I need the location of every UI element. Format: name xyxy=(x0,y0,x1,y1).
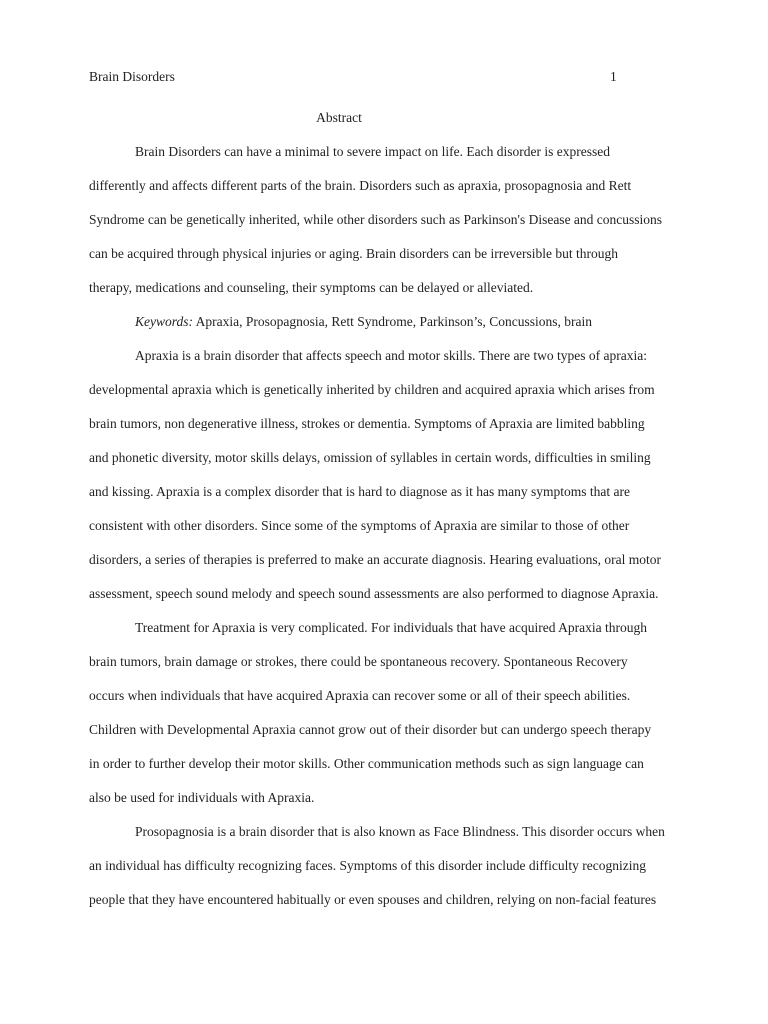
text-line: differently and affects different parts of the brain. Disorders such as apraxia, prosopagnosia and Rett xyxy=(89,178,632,193)
text-line: Children with Developmental Apraxia cannot grow out of their disorder but can undergo speech therapy xyxy=(89,722,652,737)
text-line: can be acquired through physical injuries or aging. Brain disorders can be irreversible but through xyxy=(89,246,618,261)
text-line: also be used for individuals with Apraxia. xyxy=(89,790,315,805)
text-line: Prosopagnosia is a brain disorder that is also known as Face Blindness. This disorder occurs when xyxy=(135,824,665,839)
text-line: an individual has difficulty recognizing faces. Symptoms of this disorder include difficulty recognizing xyxy=(89,858,647,873)
page-number: 1 xyxy=(610,69,617,84)
text-line: Apraxia is a brain disorder that affects speech and motor skills. There are two types of apraxia: xyxy=(135,348,647,363)
text-line: in order to further develop their motor skills. Other communication methods such as sign language can xyxy=(89,756,644,771)
text-line: Brain Disorders can have a minimal to severe impact on life. Each disorder is expressed xyxy=(135,144,610,159)
abstract-title: Abstract xyxy=(316,110,362,125)
keywords-text: Apraxia, Prosopagnosia, Rett Syndrome, Parkinson’s, Concussions, brain xyxy=(193,314,592,329)
text-line: assessment, speech sound melody and speech sound assessments are also performed to diagnose Apraxia. xyxy=(89,586,659,601)
text-line: and kissing. Apraxia is a complex disorder that is hard to diagnose as it has many symptoms that are xyxy=(89,484,631,499)
text-line: occurs when individuals that have acquired Apraxia can recover some or all of their speech abilities. xyxy=(89,688,631,703)
text-line: therapy, medications and counseling, their symptoms can be delayed or alleviated. xyxy=(89,280,534,295)
text-line: brain tumors, brain damage or strokes, there could be spontaneous recovery. Spontaneous Recovery xyxy=(89,654,628,669)
text-line: disorders, a series of therapies is preferred to make an accurate diagnosis. Hearing evaluations, oral motor xyxy=(89,552,662,567)
text-line: Syndrome can be genetically inherited, while other disorders such as Parkinson's Disease and concussions xyxy=(89,212,663,227)
text-line: people that they have encountered habitually or even spouses and children, relying on non-facial features xyxy=(89,892,657,907)
keywords-label: Keywords: xyxy=(135,314,193,329)
text-line: developmental apraxia which is genetically inherited by children and acquired apraxia which arises from xyxy=(89,382,655,397)
text-line: and phonetic diversity, motor skills delays, omission of syllables in certain words, difficulties in smiling xyxy=(89,450,651,465)
text-line: Treatment for Apraxia is very complicated. For individuals that have acquired Apraxia through xyxy=(135,620,647,635)
text-line: brain tumors, non degenerative illness, strokes or dementia. Symptoms of Apraxia are limited babbling xyxy=(89,416,645,431)
text-line: consistent with other disorders. Since some of the symptoms of Apraxia are similar to those of other xyxy=(89,518,630,533)
running-head: Brain Disorders xyxy=(89,69,175,84)
keywords-line xyxy=(135,314,592,330)
